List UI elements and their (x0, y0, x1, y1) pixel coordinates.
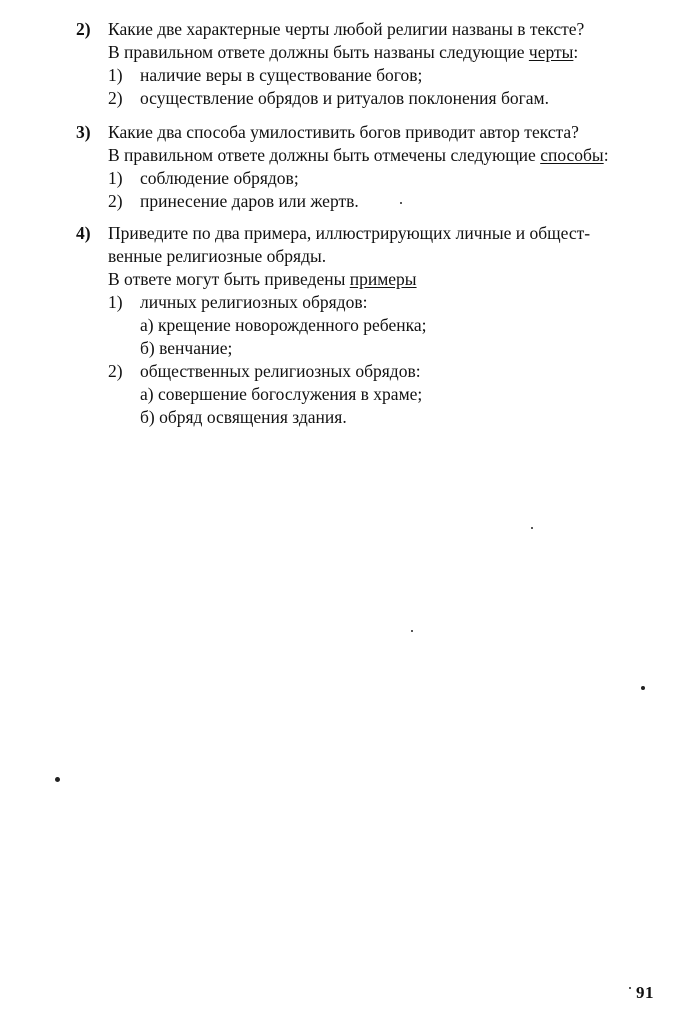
question-4 (76, 222, 656, 429)
question-text-line-2: венные религиозные обряды. (108, 246, 327, 266)
answer-intro: В ответе могут быть приведены примеры (108, 269, 417, 289)
question-text-line-1: Приведите по два примера, иллюстрирующих личные и общест- (108, 223, 591, 243)
example-item: б) венчание; (140, 338, 233, 358)
scan-speck (55, 777, 60, 782)
question-3 (76, 121, 656, 213)
question-text: Какие две характерные черты любой религии названы в тексте? (108, 19, 585, 39)
question-number: 4) (76, 223, 91, 243)
answer-item: 1) наличие веры в существование богов; (108, 65, 423, 85)
answer-intro: В правильном ответе должны быть отмечены следующие способы: (108, 145, 609, 165)
scan-speck (641, 686, 645, 690)
scan-speck (531, 527, 533, 529)
answer-item: 2) принесение даров или жертв. (108, 191, 359, 211)
answer-keyword: способы (540, 145, 604, 165)
page-number: 91 (636, 983, 654, 1002)
answer-keyword: примеры (349, 269, 417, 289)
answer-item: 2) осуществление обрядов и ритуалов поклонения богам. (108, 88, 549, 108)
question-number: 2) (76, 19, 91, 39)
example-item: а) крещение новорожденного ребенка; (140, 315, 427, 335)
scan-speck (400, 202, 402, 204)
question-2 (76, 18, 656, 110)
question-number: 3) (76, 122, 91, 142)
scan-speck (629, 987, 631, 989)
example-item: а) совершение богослужения в храме; (140, 384, 423, 404)
question-text: Какие два способа умилостивить богов приводит автор текста? (108, 122, 579, 142)
answer-intro: В правильном ответе должны быть названы следующие черты: (108, 42, 579, 62)
answer-item: 2) общественных религиозных обрядов: (108, 361, 421, 381)
answer-item: 1) личных религиозных обрядов: (108, 292, 368, 312)
scan-speck (411, 630, 413, 632)
example-item: б) обряд освящения здания. (140, 407, 347, 427)
answer-item: 1) соблюдение обрядов; (108, 168, 299, 188)
answer-keyword: черты (528, 42, 574, 62)
